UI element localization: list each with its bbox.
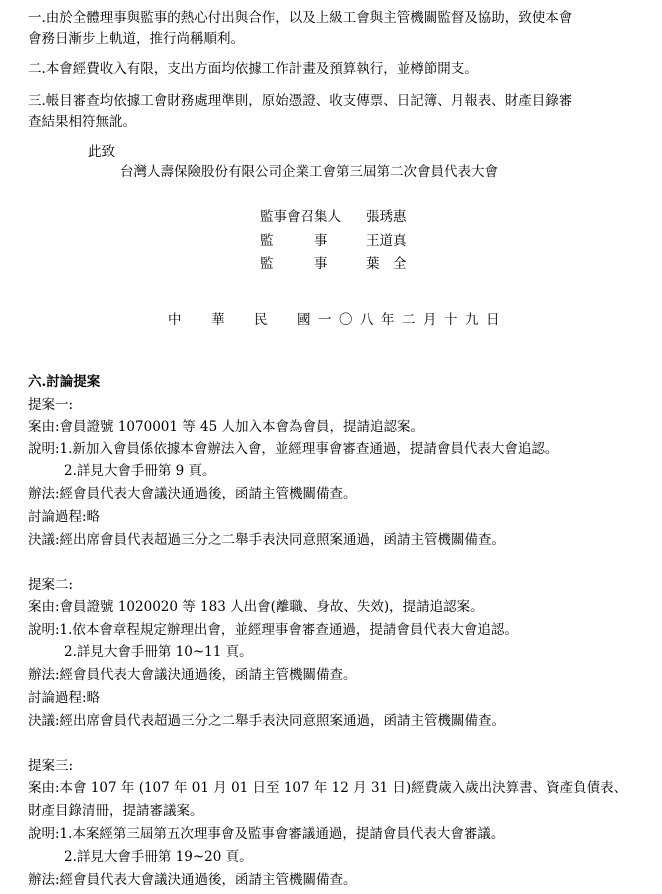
convener-title: 監事會召集人	[260, 209, 341, 225]
proposal-1-method: 辦法:經會員代表大會議決通過後，函請主管機關備查。	[28, 486, 357, 502]
proposal-3-label: 提案三:	[28, 758, 74, 774]
report-date	[168, 314, 507, 328]
date-char: 九	[465, 312, 479, 328]
proposal-3-explanation-2: 2.詳見大會手冊第 19~20 頁。	[64, 849, 253, 865]
date-char: 華	[211, 312, 225, 328]
report-item-3-line-2: 查結果相符無訛。	[28, 114, 136, 130]
proposal-3-method: 辦法:經會員代表大會議決通過後，函請主管機關備查。	[28, 872, 357, 888]
date-char: 十	[444, 312, 458, 328]
date-char: 一	[318, 312, 332, 328]
discussion-heading: 六.討論提案	[28, 374, 101, 390]
date-char: 日	[486, 312, 500, 328]
report-item-2: 二.本會經費收入有限，支出方面均依據工作計畫及預算執行，並樽節開支。	[28, 61, 478, 77]
date-char: 國	[297, 312, 311, 328]
report-item-1-line-1: 一.由於全體理事與監事的熱心付出與合作，以及上級工會與主管機關監督及協助，致使本會	[28, 10, 573, 26]
date-char: 月	[423, 312, 437, 328]
date-char: 二	[402, 312, 416, 328]
date-char: 〇	[339, 312, 353, 328]
supervisor-2-name: 葉 全	[366, 256, 407, 272]
proposal-2-method: 辦法:經會員代表大會議決通過後，函請主管機關備查。	[28, 667, 357, 683]
proposal-1-explanation-2: 2.詳見大會手冊第 9 頁。	[64, 463, 216, 479]
supervisor-1-name: 王道真	[366, 233, 407, 249]
recipient: 台灣人壽保險股份有限公司企業工會第三屆第二次會員代表大會	[120, 164, 498, 180]
proposal-1-resolution: 決議:經出席會員代表超過三分之二舉手表決同意照案通過，函請主管機關備查。	[28, 532, 506, 548]
proposal-2-explanation-2: 2.詳見大會手冊第 10~11 頁。	[64, 644, 253, 660]
date-char: 八	[360, 312, 374, 328]
proposal-1-label: 提案一:	[28, 397, 74, 413]
date-char: 年	[381, 312, 395, 328]
supervisor-2-title: 監 事	[260, 256, 328, 272]
supervisor-1-title: 監 事	[260, 233, 328, 249]
proposal-1-explanation-1: 說明:1.新加入會員係依據本會辦法入會，並經理事會審查通過，提請會員代表大會追認。	[28, 441, 559, 457]
proposal-3-subject-line-1: 案由:本會 107 年 (107 年 01 月 01 日至 107 年 12 月 31 日)經費歲入歲出決算書、資產負債表、	[28, 780, 628, 796]
convener-name: 張琇惠	[366, 209, 407, 225]
proposal-2-subject: 案由:會員證號 1020020 等 183 人出會(離職、身故、失效)，提請追認案。	[28, 599, 484, 615]
proposal-2-label: 提案二:	[28, 577, 74, 593]
proposal-2-process: 討論過程:略	[28, 690, 101, 706]
salutation: 此致	[88, 144, 115, 160]
proposal-2-explanation-1: 說明:1.依本會章程規定辦理出會，並經理事會審查通過，提請會員代表大會追認。	[28, 622, 518, 638]
proposal-2-resolution: 決議:經出席會員代表超過三分之二舉手表決同意照案通過，函請主管機關備查。	[28, 713, 506, 729]
proposal-1-process: 討論過程:略	[28, 509, 101, 525]
report-item-3-line-1: 三.帳目審查均依據工會財務處理準則，原始憑證、收支傳票、日記簿、月報表、財產目錄審	[28, 93, 573, 109]
date-char: 中	[168, 312, 182, 328]
report-item-1-line-2: 會務日漸步上軌道，推行尚稱順利。	[28, 31, 244, 47]
proposal-3-subject-line-2: 財產目錄清冊，提請審議案。	[28, 803, 204, 819]
proposal-3-explanation-1: 說明:1.本案經第三屆第五次理事會及監事會審議通過，提請會員代表大會審議。	[28, 826, 505, 842]
proposal-1-subject: 案由:會員證號 1070001 等 45 人加入本會為會員，提請追認案。	[28, 419, 425, 435]
date-char: 民	[254, 312, 268, 328]
